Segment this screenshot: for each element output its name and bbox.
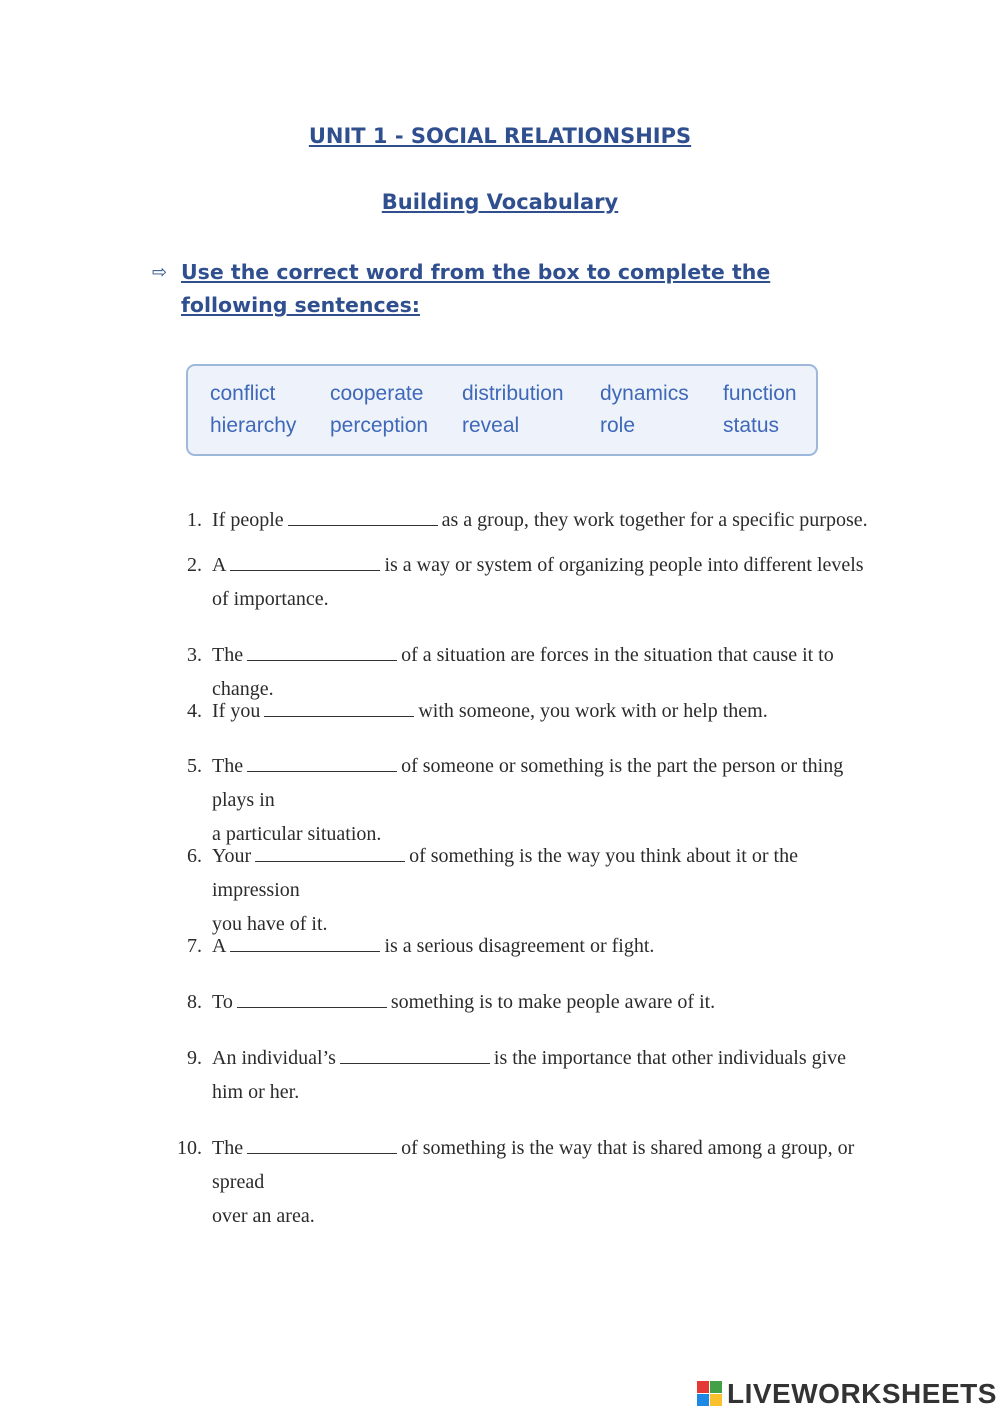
answer-blank[interactable] — [247, 659, 397, 661]
question-text-continued: you have of it. — [212, 913, 328, 935]
answer-blank[interactable] — [340, 1062, 490, 1064]
question-text-after: is a serious disagreement or fight. — [384, 935, 655, 957]
answer-blank[interactable] — [288, 524, 438, 526]
question-number: 2. — [187, 554, 202, 576]
brand-grid-square — [710, 1394, 722, 1406]
brand-name: LIVEWORKSHEETS — [727, 1378, 997, 1409]
question-text-before: The — [212, 755, 244, 777]
instruction-text: Use the correct word from the box to complete the following sentences: — [181, 260, 771, 317]
word-box-word: conflict — [210, 382, 276, 405]
word-box-word: hierarchy — [210, 414, 297, 437]
section-subtitle: Building Vocabulary — [381, 190, 619, 214]
brand-grid-square — [710, 1381, 722, 1393]
question-number: 7. — [187, 935, 202, 957]
brand-logo[interactable] — [697, 1374, 997, 1414]
answer-blank[interactable] — [255, 860, 405, 862]
question-text-after: is a way or system of organizing people into different levels — [384, 554, 864, 576]
answer-blank[interactable] — [237, 1006, 387, 1008]
question-text-after: of someone or something is the part the person or thing plays in — [212, 755, 844, 811]
page-title: UNIT 1 - SOCIAL RELATIONSHIPS — [308, 124, 692, 148]
question-text-before: An individual’s — [212, 1047, 336, 1069]
question-text-after: of something is the way you think about it or the impression — [212, 845, 798, 901]
answer-blank[interactable] — [247, 1152, 397, 1154]
question-text-after: is the importance that other individuals give — [493, 1047, 847, 1069]
word-box-word: cooperate — [330, 382, 424, 405]
question-text-before: A — [212, 935, 227, 957]
question-text-continued: him or her. — [212, 1081, 300, 1103]
answer-blank[interactable] — [230, 950, 380, 952]
question-text-before: Your — [212, 845, 252, 867]
word-box-word: reveal — [462, 414, 520, 437]
question-text-before: A — [212, 554, 227, 576]
question-text-before: The — [212, 1137, 244, 1159]
word-box-word: status — [723, 414, 780, 437]
question-text-continued: of importance. — [212, 588, 329, 610]
question-text-continued: a particular situation. — [212, 823, 382, 845]
answer-blank[interactable] — [264, 715, 414, 717]
brand-grid-icon — [697, 1381, 723, 1407]
question-text-before: If people — [212, 509, 284, 531]
question-number: 10. — [177, 1137, 202, 1159]
answer-blank[interactable] — [247, 770, 397, 772]
question-number: 3. — [187, 644, 202, 666]
question-text-before: To — [212, 991, 233, 1013]
question-text-before: The — [212, 644, 244, 666]
brand-grid-square — [697, 1381, 709, 1393]
question-text-continued: over an area. — [212, 1205, 315, 1227]
arrow-right-icon: ⇨ — [152, 262, 168, 283]
question-number: 1. — [187, 509, 202, 531]
question-text-after: as a group, they work together for a specific purpose. — [441, 509, 868, 531]
question-number: 9. — [187, 1047, 202, 1069]
question-text-after: with someone, you work with or help them. — [418, 700, 768, 722]
question-number: 5. — [187, 755, 202, 777]
question-text-after: of a situation are forces in the situation that cause it to change. — [212, 644, 834, 700]
word-box-word: dynamics — [600, 382, 689, 405]
question-number: 8. — [187, 991, 202, 1013]
question-text-after: something is to make people aware of it. — [390, 991, 716, 1013]
question-number: 4. — [187, 700, 202, 722]
word-box-word: distribution — [462, 382, 564, 405]
word-box-word: function — [723, 382, 797, 405]
brand-grid-square — [697, 1394, 709, 1406]
answer-blank[interactable] — [230, 569, 380, 571]
word-box-word: perception — [330, 414, 429, 437]
question-number: 6. — [187, 845, 202, 867]
question-text-after: of something is the way that is shared among a group, or spread — [212, 1137, 855, 1193]
word-box-word: role — [600, 414, 636, 437]
question-text-before: If you — [212, 700, 261, 722]
